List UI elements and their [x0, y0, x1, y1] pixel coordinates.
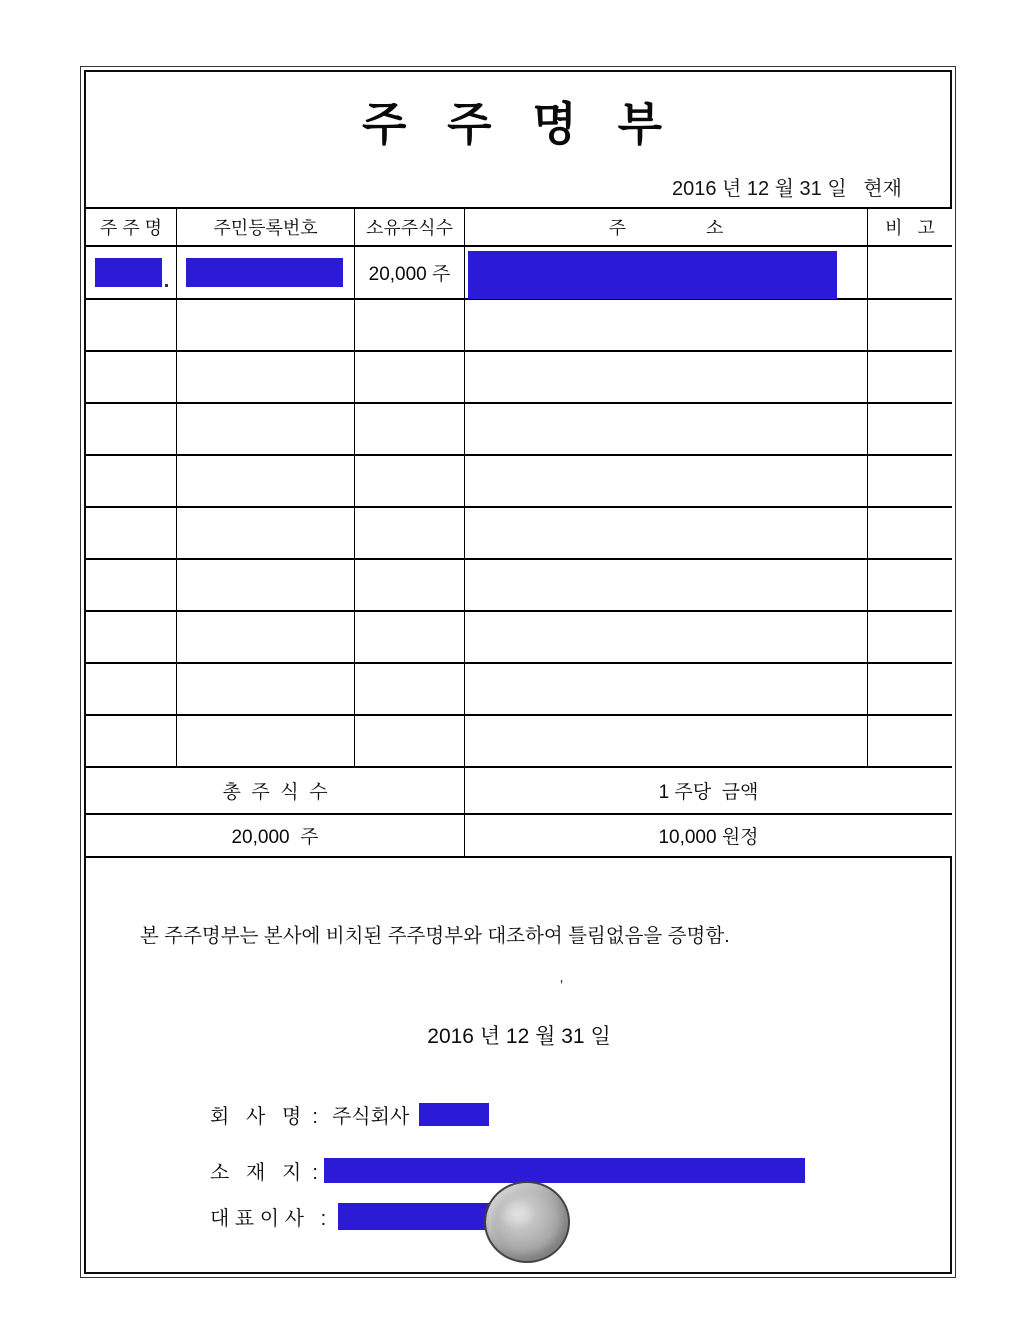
table-cell-empty [867, 508, 952, 558]
table-cell-empty [354, 716, 464, 766]
redaction-bar-company-name [419, 1103, 489, 1126]
summary-label-row [86, 768, 952, 815]
table-cell-empty [86, 664, 176, 714]
header-address-label: 주 소 [608, 218, 724, 238]
table-cell-empty [176, 404, 354, 454]
as-of-date: 2016 년 12 월 31 일 현재 [671, 178, 902, 200]
table-cell-empty [176, 716, 354, 766]
table-cell-empty [86, 456, 176, 506]
ceo-label: 대 표 이 사 : [210, 1208, 327, 1230]
table-row-empty [86, 612, 952, 664]
table-cell-empty [464, 664, 867, 714]
table-cell-empty [464, 300, 867, 350]
table-cell-empty [86, 404, 176, 454]
header-remarks-label: 비 고 [885, 218, 935, 238]
table-row-empty [86, 456, 952, 508]
table-cell-empty [176, 352, 354, 402]
cell-address [464, 247, 867, 298]
table-header-row [86, 209, 952, 247]
table-row-empty [86, 508, 952, 560]
corporate-seal-stamp [484, 1181, 570, 1263]
cell-shareholder-name [86, 247, 176, 298]
header-shares-owned [354, 209, 464, 245]
table-cell-empty [354, 508, 464, 558]
header-shareholder-name [86, 209, 176, 245]
table-row-empty [86, 664, 952, 716]
redaction-bar-resident-reg-no [186, 258, 343, 287]
per-share-label: 1 주당 금액 [658, 782, 759, 803]
header-address [464, 209, 867, 245]
table-cell-empty [176, 612, 354, 662]
table-cell-empty [867, 404, 952, 454]
table-row-empty [86, 560, 952, 612]
header-remarks [867, 209, 952, 245]
redaction-bar-address [468, 251, 837, 299]
certification-statement: 본 주주명부는 본사에 비치된 주주명부와 대조하여 틀림없음을 증명함. [140, 925, 730, 947]
table-cell-empty [867, 560, 952, 610]
table-cell-empty [86, 560, 176, 610]
table-cell-empty [354, 664, 464, 714]
table-cell-empty [464, 560, 867, 610]
table-cell-empty [867, 352, 952, 402]
cell-remarks [867, 247, 952, 298]
table-cell-empty [176, 560, 354, 610]
table-cell-empty [176, 300, 354, 350]
table-row-empty [86, 404, 952, 456]
table-cell-empty [867, 456, 952, 506]
header-shareholder-name-label: 주 주 명 [99, 218, 163, 238]
table-cell-empty [176, 664, 354, 714]
total-shares-label: 총 주 식 수 [222, 782, 328, 803]
table-cell-empty [86, 352, 176, 402]
redaction-bar-shareholder-name [95, 258, 162, 287]
table-cell-empty [867, 664, 952, 714]
per-share-value-cell [464, 815, 952, 856]
table-cell-empty [464, 508, 867, 558]
empty-rows-container [86, 300, 952, 768]
shares-owned-value: 20,000 주 [368, 264, 451, 285]
table-cell-empty [176, 508, 354, 558]
table-cell-empty [464, 404, 867, 454]
table-cell-empty [354, 560, 464, 610]
table-cell-empty [867, 300, 952, 350]
document-title: 주 주 명 부 [361, 98, 677, 150]
table-cell-empty [86, 300, 176, 350]
company-address-label: 소 재 지 : [210, 1162, 318, 1184]
table-row-shareholder-1 [86, 247, 952, 300]
redaction-bar-company-address [324, 1158, 805, 1183]
redaction-bar-ceo-name [338, 1203, 489, 1230]
per-share-value: 10,000 원정 [658, 827, 759, 848]
cell-resident-reg-no [176, 247, 354, 298]
company-address-line [210, 1156, 805, 1185]
table-cell-empty [464, 352, 867, 402]
table-cell-empty [86, 508, 176, 558]
table-cell-empty [354, 300, 464, 350]
table-cell-empty [176, 456, 354, 506]
table-cell-empty [464, 716, 867, 766]
table-cell-empty [867, 716, 952, 766]
table-row-empty [86, 352, 952, 404]
company-name-line [210, 1100, 489, 1129]
company-name-label: 회 사 명 : [210, 1106, 318, 1128]
table-cell-empty [464, 456, 867, 506]
table-cell-empty [354, 612, 464, 662]
table-cell-empty [86, 612, 176, 662]
stray-mark: ' [560, 978, 564, 995]
table-cell-empty [354, 352, 464, 402]
summary-value-row [86, 815, 952, 858]
table-cell-empty [86, 716, 176, 766]
total-shares-label-cell [86, 768, 464, 813]
shareholder-table [86, 207, 952, 858]
header-resident-reg-no [176, 209, 354, 245]
table-cell-empty [354, 404, 464, 454]
header-shares-owned-label: 소유주식수 [366, 218, 453, 238]
table-cell-empty [464, 612, 867, 662]
total-shares-value-cell [86, 815, 464, 856]
ceo-line [210, 1202, 489, 1231]
stray-dot [165, 284, 168, 287]
company-name-value: 주식회사 [331, 1106, 410, 1128]
cell-shares-owned [354, 247, 464, 298]
header-resident-reg-no-label: 주민등록번호 [213, 218, 318, 238]
table-cell-empty [354, 456, 464, 506]
table-row-empty [86, 300, 952, 352]
per-share-label-cell [464, 768, 952, 813]
table-cell-empty [867, 612, 952, 662]
table-row-empty [86, 716, 952, 768]
total-shares-value: 20,000 주 [231, 827, 319, 848]
certification-date: 2016 년 12 월 31 일 [427, 1025, 611, 1048]
